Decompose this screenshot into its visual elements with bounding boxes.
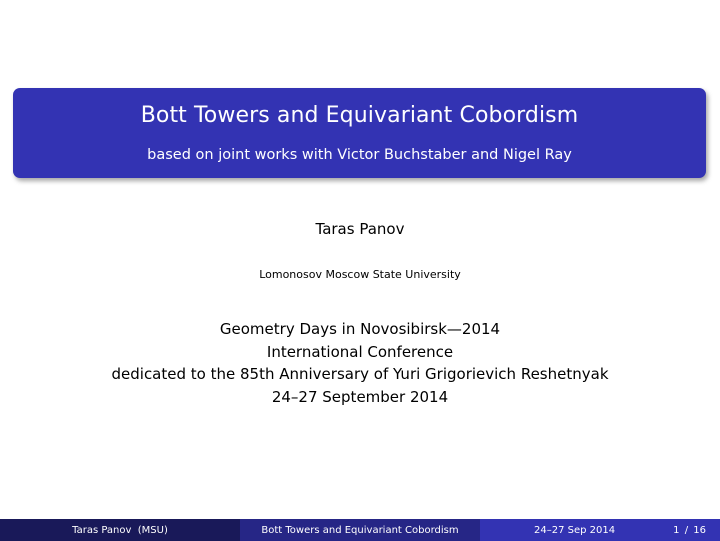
footer-bar — [0, 519, 720, 541]
slide-title: Bott Towers and Equivariant Cobordism — [140, 103, 579, 128]
slide-subtitle: based on joint works with Victor Buchstaber and Nigel Ray — [147, 147, 572, 163]
event-line: Geometry Days in Novosibirsk—2014 — [219, 320, 501, 338]
author-name: Taras Panov — [315, 220, 405, 238]
footer-title-text: Bott Towers and Equivariant Cobordism — [261, 524, 459, 536]
footer-author — [0, 519, 240, 541]
institute-name: Lomonosov Moscow State University — [259, 268, 461, 281]
footer-title — [240, 519, 480, 541]
event-line: International Conference — [266, 342, 454, 361]
footer-date: 24–27 Sep 2014 — [534, 524, 616, 536]
event-line: dedicated to the 85th Anniversary of Yuri Grigorievich Reshetnyak — [111, 365, 609, 383]
event-line: 24–27 September 2014 — [271, 387, 449, 406]
footer-page-number: 1 / 16 — [673, 524, 706, 536]
footer-author-text: Taras Panov (MSU) — [72, 524, 168, 536]
footer-date-page — [480, 519, 720, 541]
event-block — [0, 318, 720, 408]
title-box — [13, 88, 706, 178]
